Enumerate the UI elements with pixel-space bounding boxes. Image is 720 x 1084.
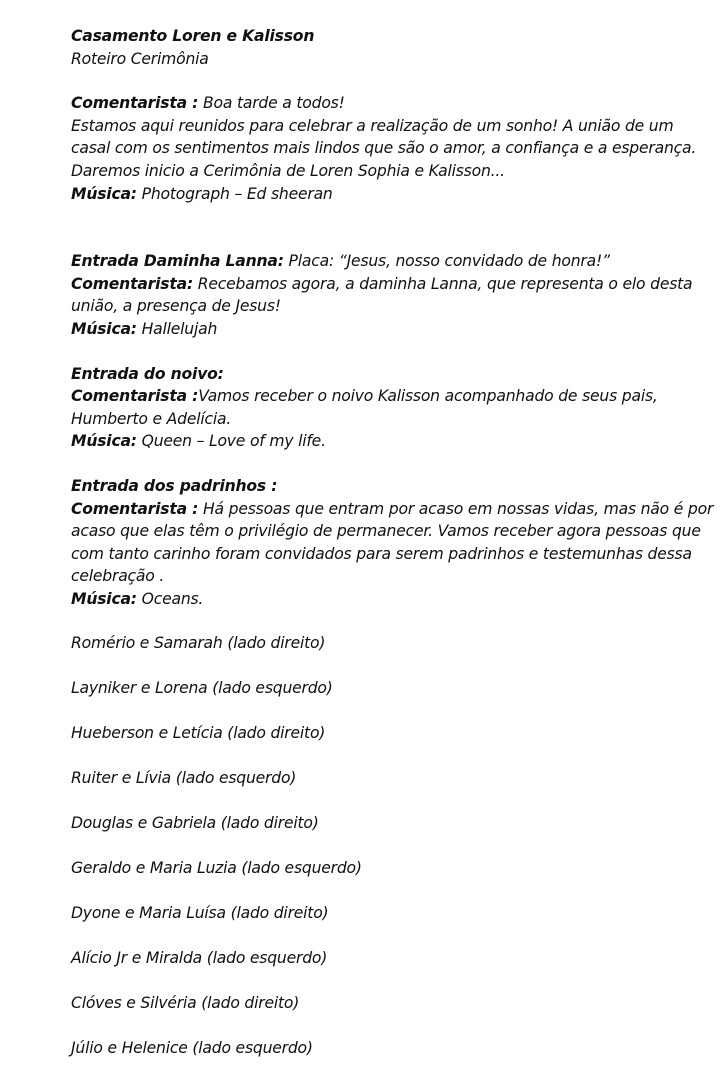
- daminha-heading: Entrada Daminha Lanna:: [71, 252, 284, 271]
- padrinhos-comment-line-4: celebração .: [71, 567, 165, 586]
- opening-greeting: Boa tarde a todos!: [198, 94, 345, 113]
- opening-music: Photograph – Ed sheeran: [136, 184, 333, 203]
- speaker-label: Comentarista :: [71, 94, 199, 113]
- list-item: Alício Jr e Miralda (lado esquerdo): [71, 949, 328, 968]
- section-daminha: [71, 250, 691, 340]
- daminha-sign-text: Placa: “Jesus, nosso convidado de honra!”: [283, 252, 610, 271]
- spacer: [71, 341, 691, 363]
- list-item: Hueberson e Letícia (lado direito): [71, 724, 326, 743]
- daminha-heading-line: [71, 250, 691, 273]
- list-item: Romério e Samarah (lado direito): [71, 634, 326, 653]
- daminha-comment-line-2: união, a presença de Jesus!: [71, 297, 281, 316]
- list-item: Layniker e Lorena (lado esquerdo): [71, 679, 333, 698]
- daminha-music: Hallelujah: [136, 319, 218, 338]
- section-opening: [71, 92, 697, 205]
- spacer: [71, 70, 691, 92]
- daminha-comment-line-1: [71, 273, 691, 296]
- noivo-music: Queen – Love of my life.: [136, 432, 326, 451]
- music-label: Música:: [71, 184, 137, 203]
- speaker-label: Comentarista:: [71, 274, 193, 293]
- spacer: [71, 205, 691, 250]
- padrinhos-comment-line-3: com tanto carinho foram convidados para serem padrinhos e testemunhas dessa: [71, 544, 692, 563]
- opening-music-line: [71, 183, 691, 206]
- noivo-comment-1: Vamos receber o noivo Kalisson acompanhado de seus pais,: [198, 387, 658, 406]
- padrinhos-comment-1: Há pessoas que entram por acaso em nossas vidas, mas não é por: [198, 499, 714, 518]
- daminha-comment-1: Recebamos agora, a daminha Lanna, que representa o elo desta: [193, 274, 693, 293]
- noivo-comment-line-2: Humberto e Adelícia.: [71, 409, 232, 428]
- list-item: Júlio e Helenice (lado esquerdo): [71, 1039, 313, 1058]
- padrinhos-music-line: [71, 588, 691, 611]
- padrinhos-heading: Entrada dos padrinhos :: [71, 476, 278, 495]
- daminha-music-line: [71, 318, 691, 341]
- opening-line-1: Estamos aqui reunidos para celebrar a realização de um sonho! A união de um: [71, 116, 674, 135]
- noivo-heading: Entrada do noivo:: [71, 364, 224, 383]
- music-label: Música:: [71, 432, 137, 451]
- padrinhos-comment-line-1: [71, 498, 714, 521]
- music-label: Música:: [71, 319, 137, 338]
- noivo-comment-line-1: [71, 385, 691, 408]
- opening-line-3: Daremos inicio a Cerimônia de Loren Sophia e Kalisson...: [71, 161, 505, 180]
- list-item: Douglas e Gabriela (lado direito): [71, 814, 319, 833]
- opening-line-2: casal com os sentimentos mais lindos que são o amor, a confiança e a esperança.: [71, 139, 697, 158]
- padrinhos-comment-line-2: acaso que elas têm o privilégio de permanecer. Vamos receber agora pessoas que: [71, 522, 701, 541]
- opening-greeting-line: [71, 92, 691, 115]
- padrinhos-music: Oceans.: [136, 589, 204, 608]
- noivo-music-line: [71, 430, 691, 453]
- list-item: Ruiter e Lívia (lado esquerdo): [71, 769, 297, 788]
- section-noivo: [71, 363, 691, 453]
- spacer: [71, 453, 691, 475]
- godparents-list: [71, 632, 691, 1059]
- list-item: Clóves e Silvéria (lado direito): [71, 994, 300, 1013]
- list-item: Dyone e Maria Luísa (lado direito): [71, 904, 329, 923]
- list-item: Geraldo e Maria Luzia (lado esquerdo): [71, 859, 362, 878]
- speaker-label: Comentarista :: [71, 499, 199, 518]
- section-padrinhos: [71, 475, 714, 1060]
- speaker-label: Comentarista :: [71, 387, 199, 406]
- music-label: Música:: [71, 589, 137, 608]
- document-subtitle: Roteiro Cerimônia: [71, 49, 209, 68]
- document-title: Casamento Loren e Kalisson: [71, 27, 315, 45]
- document-page: [71, 25, 714, 1082]
